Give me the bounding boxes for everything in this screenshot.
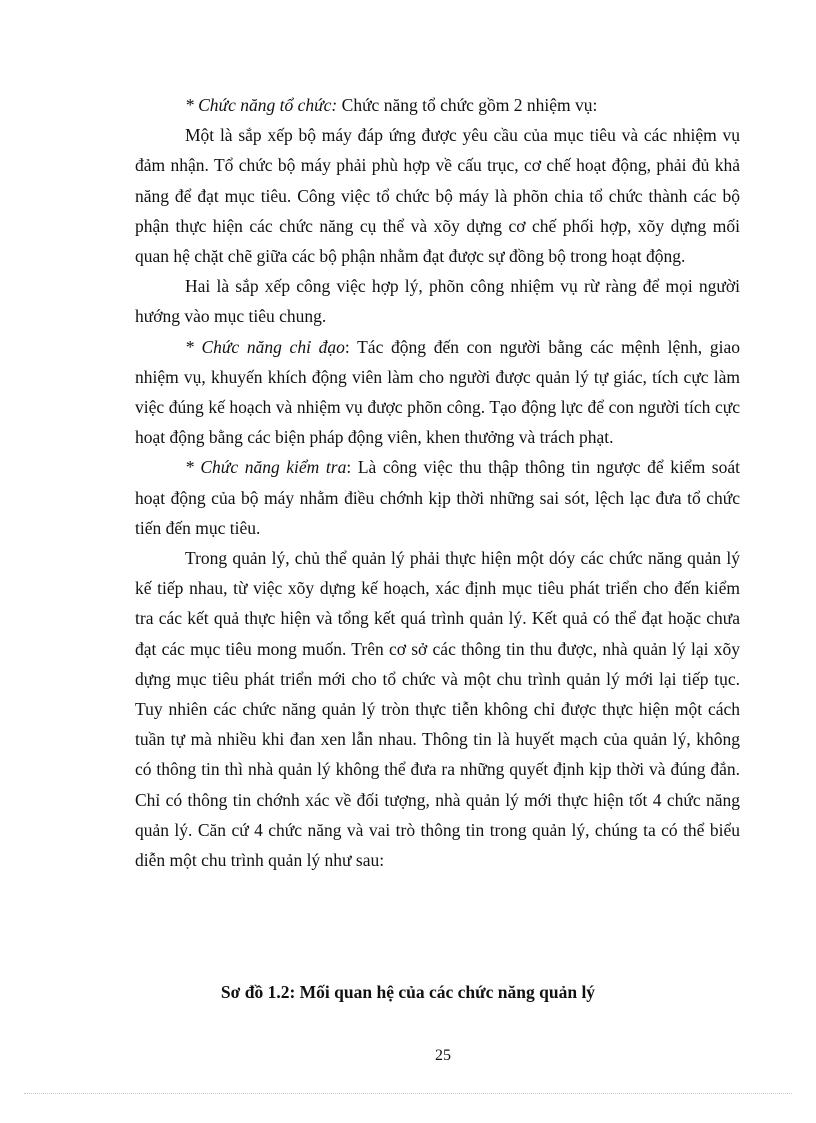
paragraph-task-one: Một là sắp xếp bộ máy đáp ứng được yêu cầu của mục tiêu và các nhiệm vụ đảm nhận. Tổ chức bộ máy phải phù hợp về cấu trục, cơ chế hoạt động, phải đủ khả năng để đạt mục tiêu. Công việc tổ chức bộ máy là phõn chia tổ chức thành các bộ phận thực hiện các chức năng cụ thể và xõy dựng cơ chế phối hợp, xõy dựng mối quan hệ chặt chẽ giữa các bộ phận nhằm đạt được sự đồng bộ trong hoạt động. bbox=[135, 125, 740, 267]
paragraph-text: : Tác động đến con người bằng các mệnh lệnh, giao nhiệm vụ, khuyến khích động viên làm cho người được quản lý tự giác, tích cực làm việc đúng kế hoạch và nhiệm vụ được phõn công. Tạo động lực để con người tích cực hoạt động bằng các biện pháp động viên, khen thưởng và trách phạt. bbox=[135, 336, 740, 448]
paragraph-directing-function bbox=[135, 332, 740, 453]
paragraph-organizing-function bbox=[135, 90, 740, 120]
diagram-caption: Sơ đồ 1.2: Mối quan hệ của các chức năng quản lý bbox=[220, 982, 596, 1002]
paragraph-management-cycle: Trong quản lý, chủ thể quản lý phải thực hiện một dóy các chức năng quản lý kế tiếp nhau, từ việc xõy dựng kế hoạch, xác định mục tiêu phát triển cho đến kiểm tra các kết quả thực hiện và tổng kết quá trình quản lý. Kết quả có thể đạt hoặc chưa đạt các mục tiêu mong muốn. Trên cơ sở các thông tin thu được, nhà quản lý lại xõy dựng mục tiêu phát triển mới cho tổ chức và một chu trình quản lý mới lại tiếp tục. Tuy nhiên các chức năng quản lý tròn thực tiễn không chỉ được thực hiện một cách tuần tự mà nhiều khi đan xen lẫn nhau. Thông tin là huyết mạch của quản lý, không có thông tin thì nhà quản lý không thể đưa ra những quyết định kịp thời và đúng đắn. Chỉ có thông tin chớnh xác về đối tượng, nhà quản lý mới thực hiện tốt 4 chức năng quản lý. Căn cứ 4 chức năng và vai trò thông tin trong quản lý, chúng ta có thể biểu diễn một chu trình quản lý như sau: bbox=[135, 548, 740, 871]
label-directing-function: * Chức năng chỉ đạo bbox=[185, 336, 345, 357]
paragraph-text: : Là công việc thu thập thông tin ngược để kiểm soát hoạt động của bộ máy nhằm điều chớnh kịp thời những sai sót, lệch lạc đưa tổ chức tiến đến mục tiêu. bbox=[135, 457, 740, 538]
label-organizing-function: * Chức năng tổ chức: bbox=[185, 95, 338, 115]
footer-divider bbox=[24, 1093, 792, 1094]
body-text bbox=[135, 90, 740, 875]
label-controlling-function: * Chức năng kiểm tra bbox=[185, 457, 347, 478]
paragraph-task-two: Hai là sắp xếp công việc hợp lý, phõn công nhiệm vụ rừ ràng để mọi người hướng vào mục tiêu chung. bbox=[135, 276, 740, 327]
paragraph-text: Chức năng tổ chức gồm 2 nhiệm vụ: bbox=[337, 95, 598, 115]
page-number: 25 bbox=[435, 1047, 451, 1064]
paragraph-controlling-function bbox=[135, 452, 740, 543]
